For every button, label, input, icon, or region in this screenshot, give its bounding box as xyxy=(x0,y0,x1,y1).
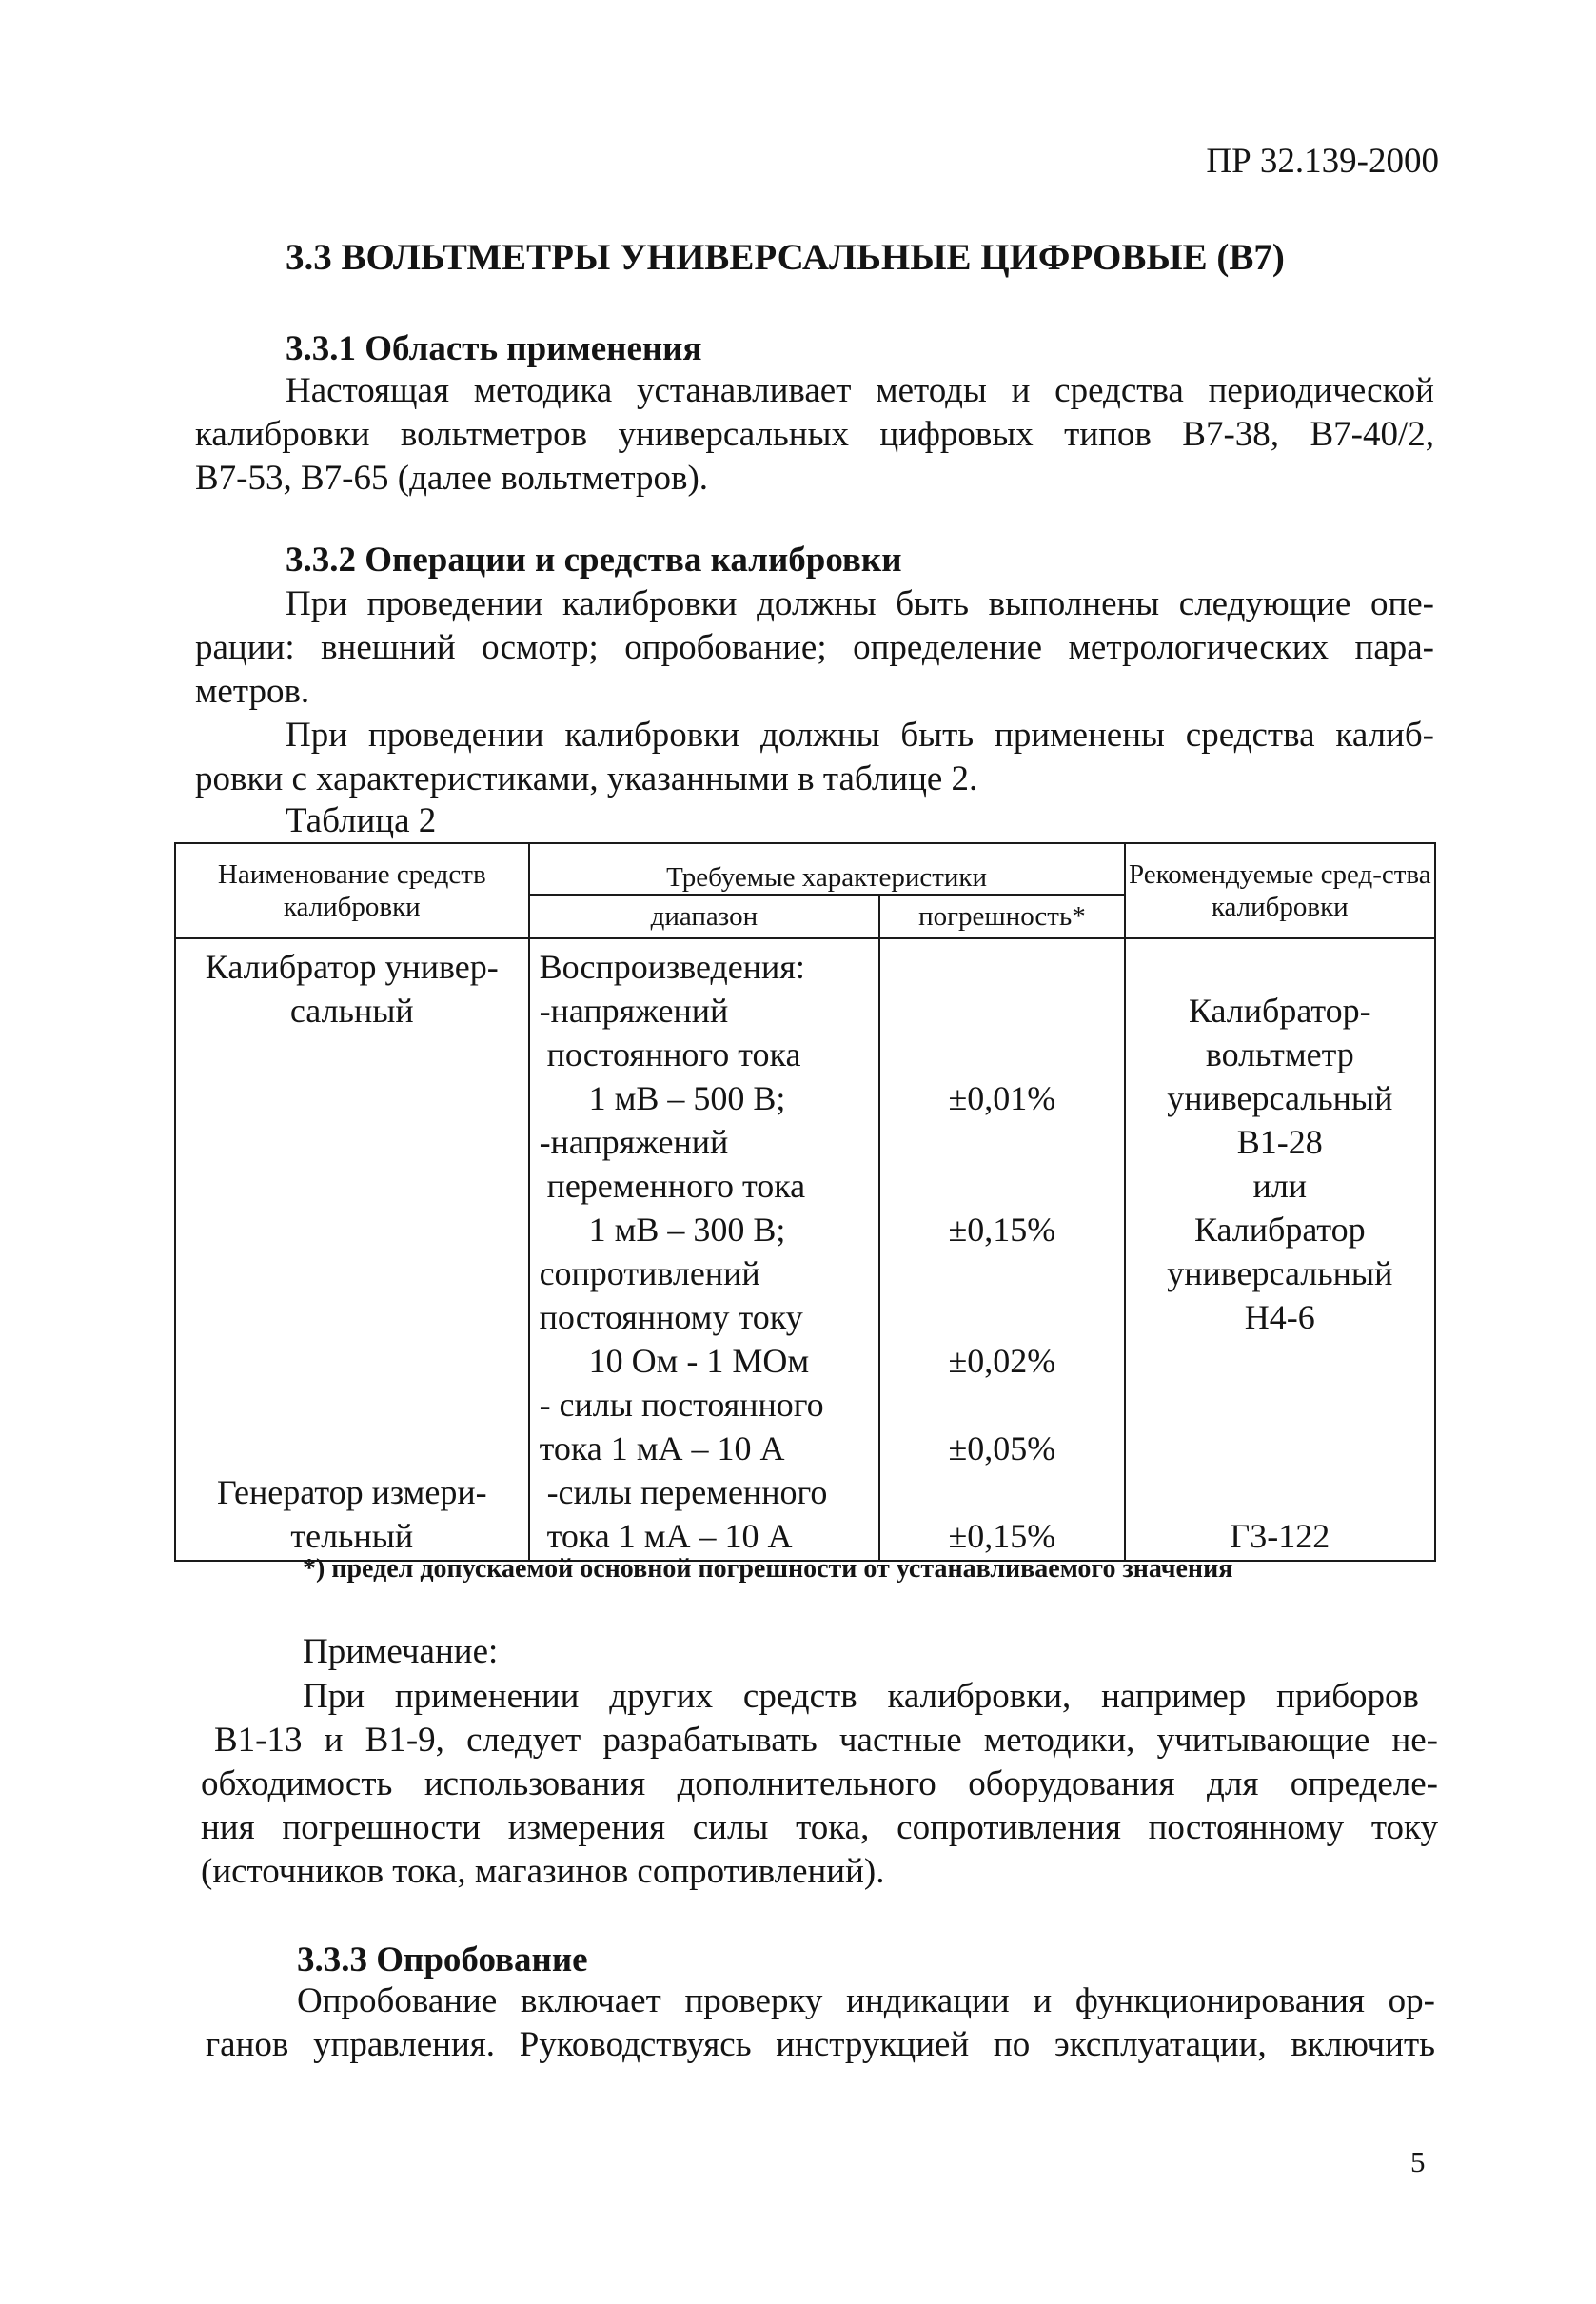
paragraph-line: рации: внешний осмотр; опробование; определение метрологических пара- xyxy=(195,628,1434,667)
table-cell-line xyxy=(1126,1383,1434,1427)
table-cell-line xyxy=(880,945,1123,989)
table-cell-line: -напряжений xyxy=(539,992,729,1030)
table-cell-line xyxy=(176,1076,528,1120)
table-cell-line: или xyxy=(1252,1167,1308,1205)
paragraph-line: обходимость использования дополнительного оборудования для определе- xyxy=(201,1764,1438,1803)
table-cell-line: В1-28 xyxy=(1236,1123,1323,1161)
table-cell-line xyxy=(176,1033,528,1076)
calibration-table xyxy=(174,842,1436,1562)
note-label: Примечание: xyxy=(303,1632,499,1671)
table-cell-line: постоянного тока xyxy=(546,1035,801,1073)
paragraph-line: При проведении калибровки должны быть выполнены следующие опе- xyxy=(286,584,1434,623)
table-cell-line: переменного тока xyxy=(546,1167,806,1205)
table-cell-line: тока 1 мА – 10 А xyxy=(539,1429,785,1467)
subsection-3-3-1-title: 3.3.1 Область применения xyxy=(286,329,702,368)
means-paragraph xyxy=(195,714,1434,801)
paragraph-line: Настоящая методика устанавливает методы и средства периодической xyxy=(286,371,1434,410)
paragraph-line: Опробование включает проверку индикации и функционирования ор- xyxy=(297,1981,1435,2020)
paragraph-line: (источников тока, магазинов сопротивлений). xyxy=(201,1852,885,1891)
recommended-cell xyxy=(1125,938,1435,1561)
section-title: 3.3 ВОЛЬТМЕТРЫ УНИВЕРСАЛЬНЫЕ ЦИФРОВЫЕ (В7) xyxy=(286,237,1285,278)
table-caption: Таблица 2 xyxy=(286,801,437,840)
table-cell-line: универсальный xyxy=(1167,1254,1393,1292)
table-cell-line: ±0,01% xyxy=(948,1079,1056,1117)
header-range: диапазон xyxy=(529,895,880,938)
table-cell-line xyxy=(880,989,1123,1033)
table-cell-line: -напряжений xyxy=(539,1123,729,1161)
table-cell-line xyxy=(176,1295,528,1339)
table-cell-line xyxy=(1126,945,1434,989)
header-error: погрешность* xyxy=(879,895,1124,938)
table-cell-line: Генератор измери- xyxy=(216,1473,487,1511)
table-cell-line xyxy=(880,1120,1123,1164)
table-cell-line: - силы постоянного xyxy=(539,1386,824,1424)
table-cell-line: тельный xyxy=(290,1517,414,1555)
table-cell-line: вольтметр xyxy=(1205,1035,1354,1073)
table-cell-line: ±0,02% xyxy=(948,1342,1056,1380)
table-cell-line xyxy=(880,1470,1123,1514)
page-number: 5 xyxy=(1410,2145,1426,2178)
table-header-row xyxy=(175,843,1435,895)
table-cell-line: сальный xyxy=(289,992,414,1030)
header-required: Требуемые характеристики xyxy=(529,843,1125,895)
table-cell-line xyxy=(880,1033,1123,1076)
paragraph-line: калибровки вольтметров универсальных цифровых типов В7-38, В7-40/2, xyxy=(195,415,1434,454)
calibration-means-cell xyxy=(175,938,529,1561)
table-cell-line xyxy=(1126,1470,1434,1514)
paragraph-line: ния погрешности измерения силы тока, сопротивления постоянному току xyxy=(201,1808,1438,1847)
table-cell-line: ±0,05% xyxy=(948,1429,1056,1467)
table-cell-line xyxy=(176,1383,528,1427)
document-code: ПР 32.139-2000 xyxy=(1206,142,1439,181)
paragraph-line: ганов управления. Руководствуясь инструкцией по эксплуатации, включить xyxy=(206,2025,1435,2064)
subsection-3-3-3-title: 3.3.3 Опробование xyxy=(297,1940,588,1979)
paragraph-line: В7-53, В7-65 (далее вольтметров). xyxy=(195,459,709,498)
paragraph-line: При применении других средств калибровки, например приборов xyxy=(303,1677,1419,1716)
table-cell-line: 10 Ом - 1 МОм xyxy=(588,1342,810,1380)
table-cell-line: универсальный xyxy=(1167,1079,1393,1117)
table-cell-line xyxy=(1126,1339,1434,1383)
table-cell-line xyxy=(176,1120,528,1164)
table-footnote: *) предел допускаемой основной погрешности от устанавливаемого значения xyxy=(303,1554,1233,1584)
table-cell-line xyxy=(880,1164,1123,1208)
table-cell-line: тока 1 мА – 10 А xyxy=(546,1517,793,1555)
header-name: Наименование средств калибровки xyxy=(175,843,529,938)
table-cell-line xyxy=(176,1208,528,1251)
table-cell-line xyxy=(176,1339,528,1383)
error-cell xyxy=(879,938,1124,1561)
table-cell-line: постоянному току xyxy=(539,1298,803,1336)
paragraph-line: ровки с характеристиками, указанными в таблице 2. xyxy=(195,759,978,798)
table-cell-line: Калибратор- xyxy=(1188,992,1371,1030)
table-cell-line: 1 мВ – 500 В; xyxy=(588,1079,786,1117)
table-cell-line xyxy=(176,1251,528,1295)
table-cell-line xyxy=(176,1164,528,1208)
table-cell-line: Г3-122 xyxy=(1230,1517,1330,1555)
paragraph-line: В1-13 и В1-9, следует разрабатывать частные методики, учитывающие не- xyxy=(214,1721,1438,1760)
table-cell-line xyxy=(176,1427,528,1470)
header-recommended: Рекомендуемые сред-ства калибровки xyxy=(1125,843,1435,938)
table-cell-line xyxy=(880,1383,1123,1427)
table-cell-line xyxy=(1126,1427,1434,1470)
table-cell-line: Калибратор универ- xyxy=(205,948,499,986)
testing-paragraph xyxy=(206,1979,1435,2067)
table-cell-line: Калибратор xyxy=(1193,1211,1366,1249)
range-cell xyxy=(529,938,880,1561)
note-paragraph xyxy=(201,1675,1438,1894)
table-cell-line xyxy=(880,1251,1123,1295)
table-cell-line: 1 мВ – 300 В; xyxy=(588,1211,786,1249)
table-cell-line: ±0,15% xyxy=(948,1211,1056,1249)
table-cell-line: -силы переменного xyxy=(546,1473,828,1511)
table-cell-line: Воспроизведения: xyxy=(539,948,805,986)
scope-paragraph xyxy=(195,369,1434,501)
operations-paragraph xyxy=(195,582,1434,714)
subsection-3-3-2-title: 3.3.2 Операции и средства калибровки xyxy=(286,541,902,580)
table-cell-line: Н4-6 xyxy=(1244,1298,1315,1336)
paragraph-line: метров. xyxy=(195,672,310,711)
table-cell-line xyxy=(880,1295,1123,1339)
table-cell-line: ±0,15% xyxy=(948,1517,1056,1555)
table-row xyxy=(175,938,1435,1561)
table-cell-line: сопротивлений xyxy=(539,1254,760,1292)
paragraph-line: При проведении калибровки должны быть применены средства калиб- xyxy=(286,716,1434,755)
